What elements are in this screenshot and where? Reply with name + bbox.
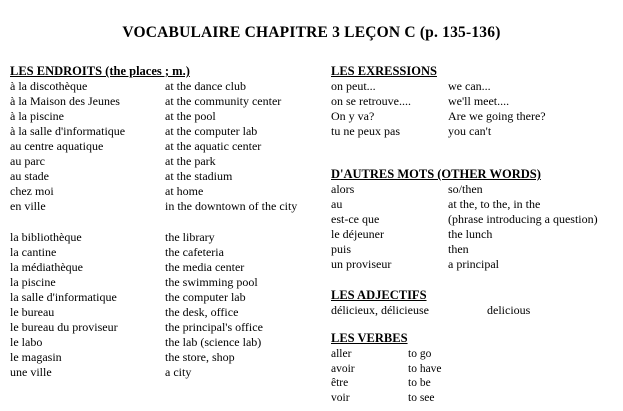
vocab-row — [10, 305, 325, 320]
endroits-group1-list — [10, 79, 325, 214]
vocab-row — [331, 362, 616, 377]
vocab-row — [10, 124, 325, 139]
english-translation: the library — [165, 230, 215, 244]
french-term: au — [331, 197, 343, 211]
vocab-row — [331, 376, 616, 391]
french-term: à la discothèque — [10, 79, 88, 93]
french-term: tu ne peux pas — [331, 124, 400, 138]
english-translation: in the downtown of the city — [165, 199, 298, 213]
english-translation: (phrase introducing a question) — [448, 212, 598, 226]
english-translation: so/then — [448, 182, 483, 196]
french-term: la médiathèque — [10, 260, 83, 274]
endroits-heading: LES ENDROITS (the places ; m.) — [10, 64, 190, 78]
english-translation: to have — [408, 362, 442, 375]
french-term: aller — [331, 348, 352, 360]
french-term: la salle d'informatique — [10, 290, 117, 304]
vocab-row — [10, 320, 325, 335]
vocab-row — [10, 79, 325, 94]
french-term: au centre aquatique — [10, 139, 104, 153]
french-term: à la Maison des Jeunes — [10, 94, 120, 108]
french-term: chez moi — [10, 184, 54, 198]
english-translation: to see — [408, 391, 435, 404]
english-translation: the computer lab — [165, 290, 246, 304]
french-term: au parc — [10, 154, 45, 168]
vocab-row — [331, 109, 616, 124]
adjectif-french: délicieux, délicieuse — [331, 303, 429, 317]
english-translation: at the community center — [165, 94, 282, 108]
vocab-row — [10, 260, 325, 275]
french-term: le bureau — [10, 305, 55, 319]
french-term: on se retrouve.... — [331, 94, 411, 108]
english-translation: at the aquatic center — [165, 139, 262, 153]
french-term: on peut... — [331, 79, 376, 93]
english-translation: at home — [165, 184, 204, 198]
expressions-heading: LES EXRESSIONS — [331, 64, 437, 78]
endroits-group2-list — [10, 230, 325, 380]
vocab-row — [10, 230, 325, 245]
french-term: en ville — [10, 199, 46, 213]
french-term: puis — [331, 242, 352, 256]
english-translation: a city — [165, 365, 192, 379]
french-term: On y va? — [331, 109, 375, 123]
english-translation: Are we going there? — [448, 109, 546, 123]
french-term: la cantine — [10, 245, 57, 259]
french-term: une ville — [10, 365, 52, 379]
vocab-row — [10, 184, 325, 199]
vocab-row — [10, 365, 325, 380]
vocab-row — [10, 275, 325, 290]
french-term: au stade — [10, 169, 49, 183]
french-term: voir — [331, 391, 350, 404]
vocab-row — [10, 335, 325, 350]
english-translation: the principal's office — [165, 320, 263, 334]
french-term: est-ce que — [331, 212, 380, 226]
french-term: le labo — [10, 335, 43, 349]
english-translation: the desk, office — [165, 305, 239, 319]
vocab-row — [331, 242, 616, 257]
adjectifs-heading: LES ADJECTIFS — [331, 288, 427, 302]
english-translation: to go — [408, 348, 432, 360]
verbes-list — [331, 347, 616, 405]
adjectif-english: delicious — [487, 303, 531, 317]
english-translation: then — [448, 242, 469, 256]
vocab-row — [331, 257, 616, 272]
french-term: la piscine — [10, 275, 56, 289]
autres-list — [331, 182, 616, 272]
vocab-row — [10, 94, 325, 109]
vocab-row — [10, 350, 325, 365]
french-term: le magasin — [10, 350, 62, 364]
french-term: le déjeuner — [331, 227, 384, 241]
vocab-row — [331, 347, 616, 362]
vocab-row — [331, 94, 616, 109]
english-translation: the lunch — [448, 227, 493, 241]
page-title: VOCABULAIRE CHAPITRE 3 LEÇON C (p. 135-136) — [122, 24, 501, 41]
french-term: le bureau du proviseur — [10, 320, 118, 334]
vocab-row — [331, 124, 616, 139]
english-translation: a principal — [448, 257, 499, 271]
vocab-row — [10, 245, 325, 260]
english-translation: at the, to the, in the — [448, 197, 541, 211]
french-term: à la piscine — [10, 109, 64, 123]
vocab-row — [10, 290, 325, 305]
vocab-row — [331, 391, 616, 406]
autres-heading: D'AUTRES MOTS (OTHER WORDS) — [331, 167, 541, 181]
expressions-list — [331, 79, 616, 139]
english-translation: at the stadium — [165, 169, 233, 183]
english-translation: we can... — [448, 79, 491, 93]
english-translation: the cafeteria — [165, 245, 224, 259]
vocab-row — [331, 182, 616, 197]
vocab-row — [10, 199, 325, 214]
french-term: la bibliothèque — [10, 230, 82, 244]
english-translation: we'll meet.... — [448, 94, 510, 108]
vocab-row — [331, 79, 616, 94]
vocab-row — [10, 139, 325, 154]
vocab-row — [10, 154, 325, 169]
french-term: alors — [331, 182, 355, 196]
french-term: à la salle d'informatique — [10, 124, 126, 138]
french-term: être — [331, 377, 349, 389]
english-translation: at the pool — [165, 109, 216, 123]
english-translation: the store, shop — [165, 350, 235, 364]
french-term: avoir — [331, 362, 355, 375]
french-term: un proviseur — [331, 257, 392, 271]
vocab-row — [331, 212, 616, 227]
english-translation: at the park — [165, 154, 216, 168]
english-translation: the media center — [165, 260, 245, 274]
vocab-row — [331, 227, 616, 242]
vocab-row — [10, 109, 325, 124]
verbes-heading: LES VERBES — [331, 331, 408, 345]
english-translation: at the computer lab — [165, 124, 258, 138]
english-translation: you can't — [448, 124, 492, 138]
vocab-row — [331, 197, 616, 212]
english-translation: the lab (science lab) — [165, 335, 262, 349]
english-translation: to be — [408, 377, 431, 389]
vocab-row — [10, 169, 325, 184]
english-translation: the swimming pool — [165, 275, 258, 289]
english-translation: at the dance club — [165, 79, 246, 93]
